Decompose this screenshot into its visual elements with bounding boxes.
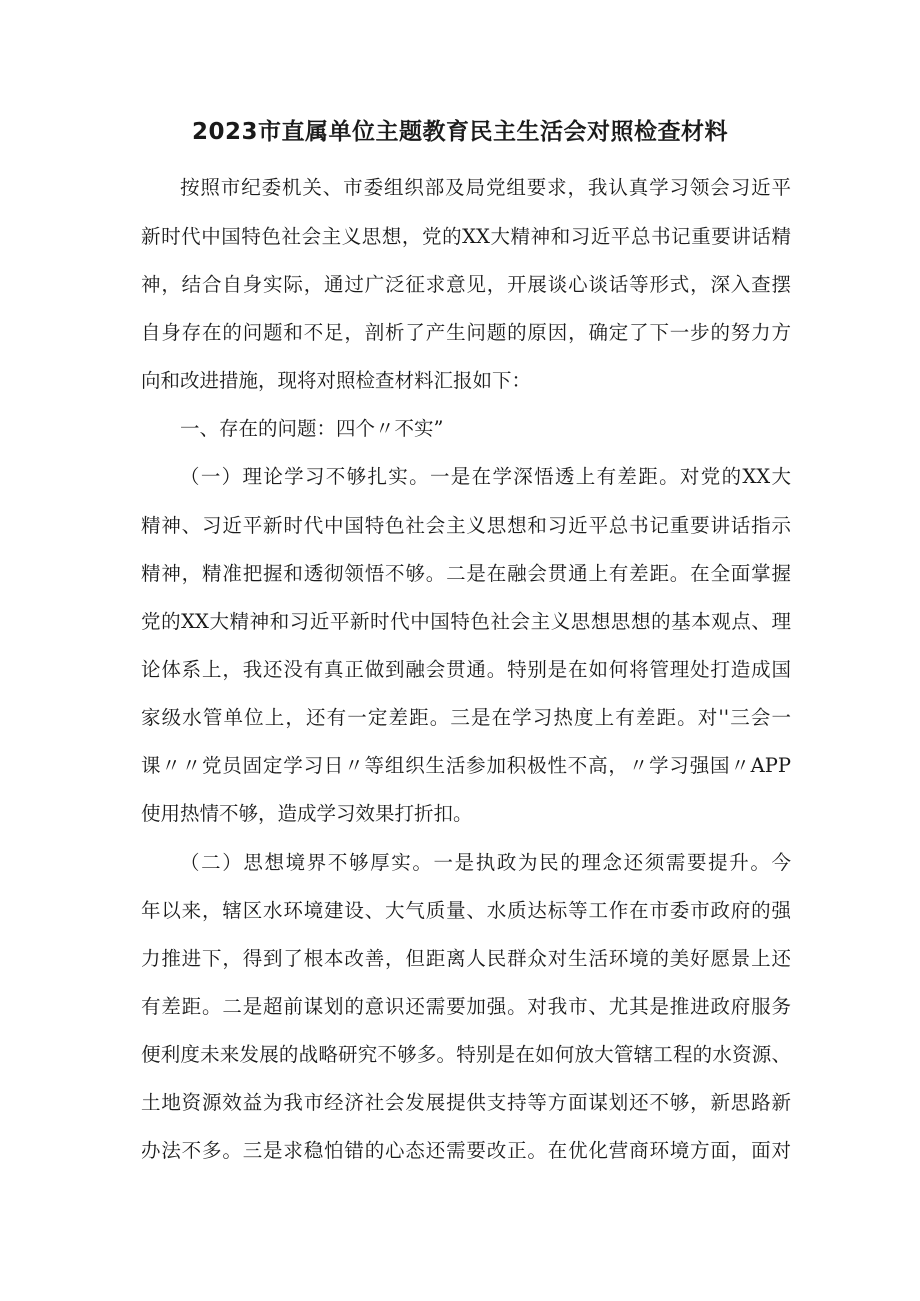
- section-heading: 一、存在的问题：四个〃不实”: [180, 417, 444, 440]
- paragraph-line: （一）理论学习不够扎实。一是在学深悟透上有差距。对党的XX大: [180, 465, 791, 488]
- paragraph-line: 党的XX大精神和习近平新时代中国特色社会主义思想思想的基本观点、理: [141, 610, 791, 633]
- paragraph-line: 土地资源效益为我市经济社会发展提供支持等方面谋划还不够，新思路新: [141, 1091, 791, 1114]
- paragraph-line: 新时代中国特色社会主义思想，党的XX大精神和习近平总书记重要讲话精: [141, 225, 791, 248]
- paragraph-line: （二）思想境界不够厚实。一是执政为民的理念还须需要提升。今: [180, 851, 791, 874]
- paragraph-line: 家级水管单位上，还有一定差距。三是在学习热度上有差距。对''三会一: [141, 706, 791, 729]
- paragraph-line: 按照市纪委机关、市委组织部及局党组要求，我认真学习领会习近平: [180, 176, 791, 199]
- paragraph-line: 有差距。二是超前谋划的意识还需要加强。对我市、尤其是推进政府服务: [141, 995, 791, 1018]
- paragraph-line: 神，结合自身实际，通过广泛征求意见，开展谈心谈话等形式，深入查摆: [141, 273, 791, 296]
- paragraph-line: 使用热情不够，造成学习效果打折扣。: [141, 802, 473, 825]
- paragraph-line: 力推进下，得到了根本改善，但距离人民群众对生活环境的美好愿景上还: [141, 947, 791, 970]
- paragraph-line: 论体系上，我还没有真正做到融会贯通。特别是在如何将管理处打造成国: [141, 658, 791, 681]
- paragraph-line: 精神，精准把握和透彻领悟不够。二是在融会贯通上有差距。在全面掌握: [141, 562, 791, 585]
- paragraph-line: 课〃〃党员固定学习日〃等组织生活参加积极性不高，〃学习强国〃APP: [141, 754, 791, 777]
- paragraph-line: 年以来，辖区水环境建设、大气质量、水质达标等工作在市委市政府的强: [141, 899, 791, 922]
- document-title: 2023市直属单位主题教育民主生活会对照检查材料: [191, 119, 728, 145]
- paragraph-line: 便利度未来发展的战略研究不够多。特别是在如何放大管辖工程的水资源、: [141, 1043, 791, 1066]
- paragraph-line: 自身存在的问题和不足，剖析了产生问题的原因，确定了下一步的努力方: [141, 321, 791, 344]
- paragraph-line: 向和改进措施，现将对照检查材料汇报如下：: [141, 369, 532, 392]
- paragraph-line: 办法不多。三是求稳怕错的心态还需要改正。在优化营商环境方面，面对: [141, 1139, 791, 1162]
- paragraph-line: 精神、习近平新时代中国特色社会主义思想和习近平总书记重要讲话指示: [141, 514, 791, 537]
